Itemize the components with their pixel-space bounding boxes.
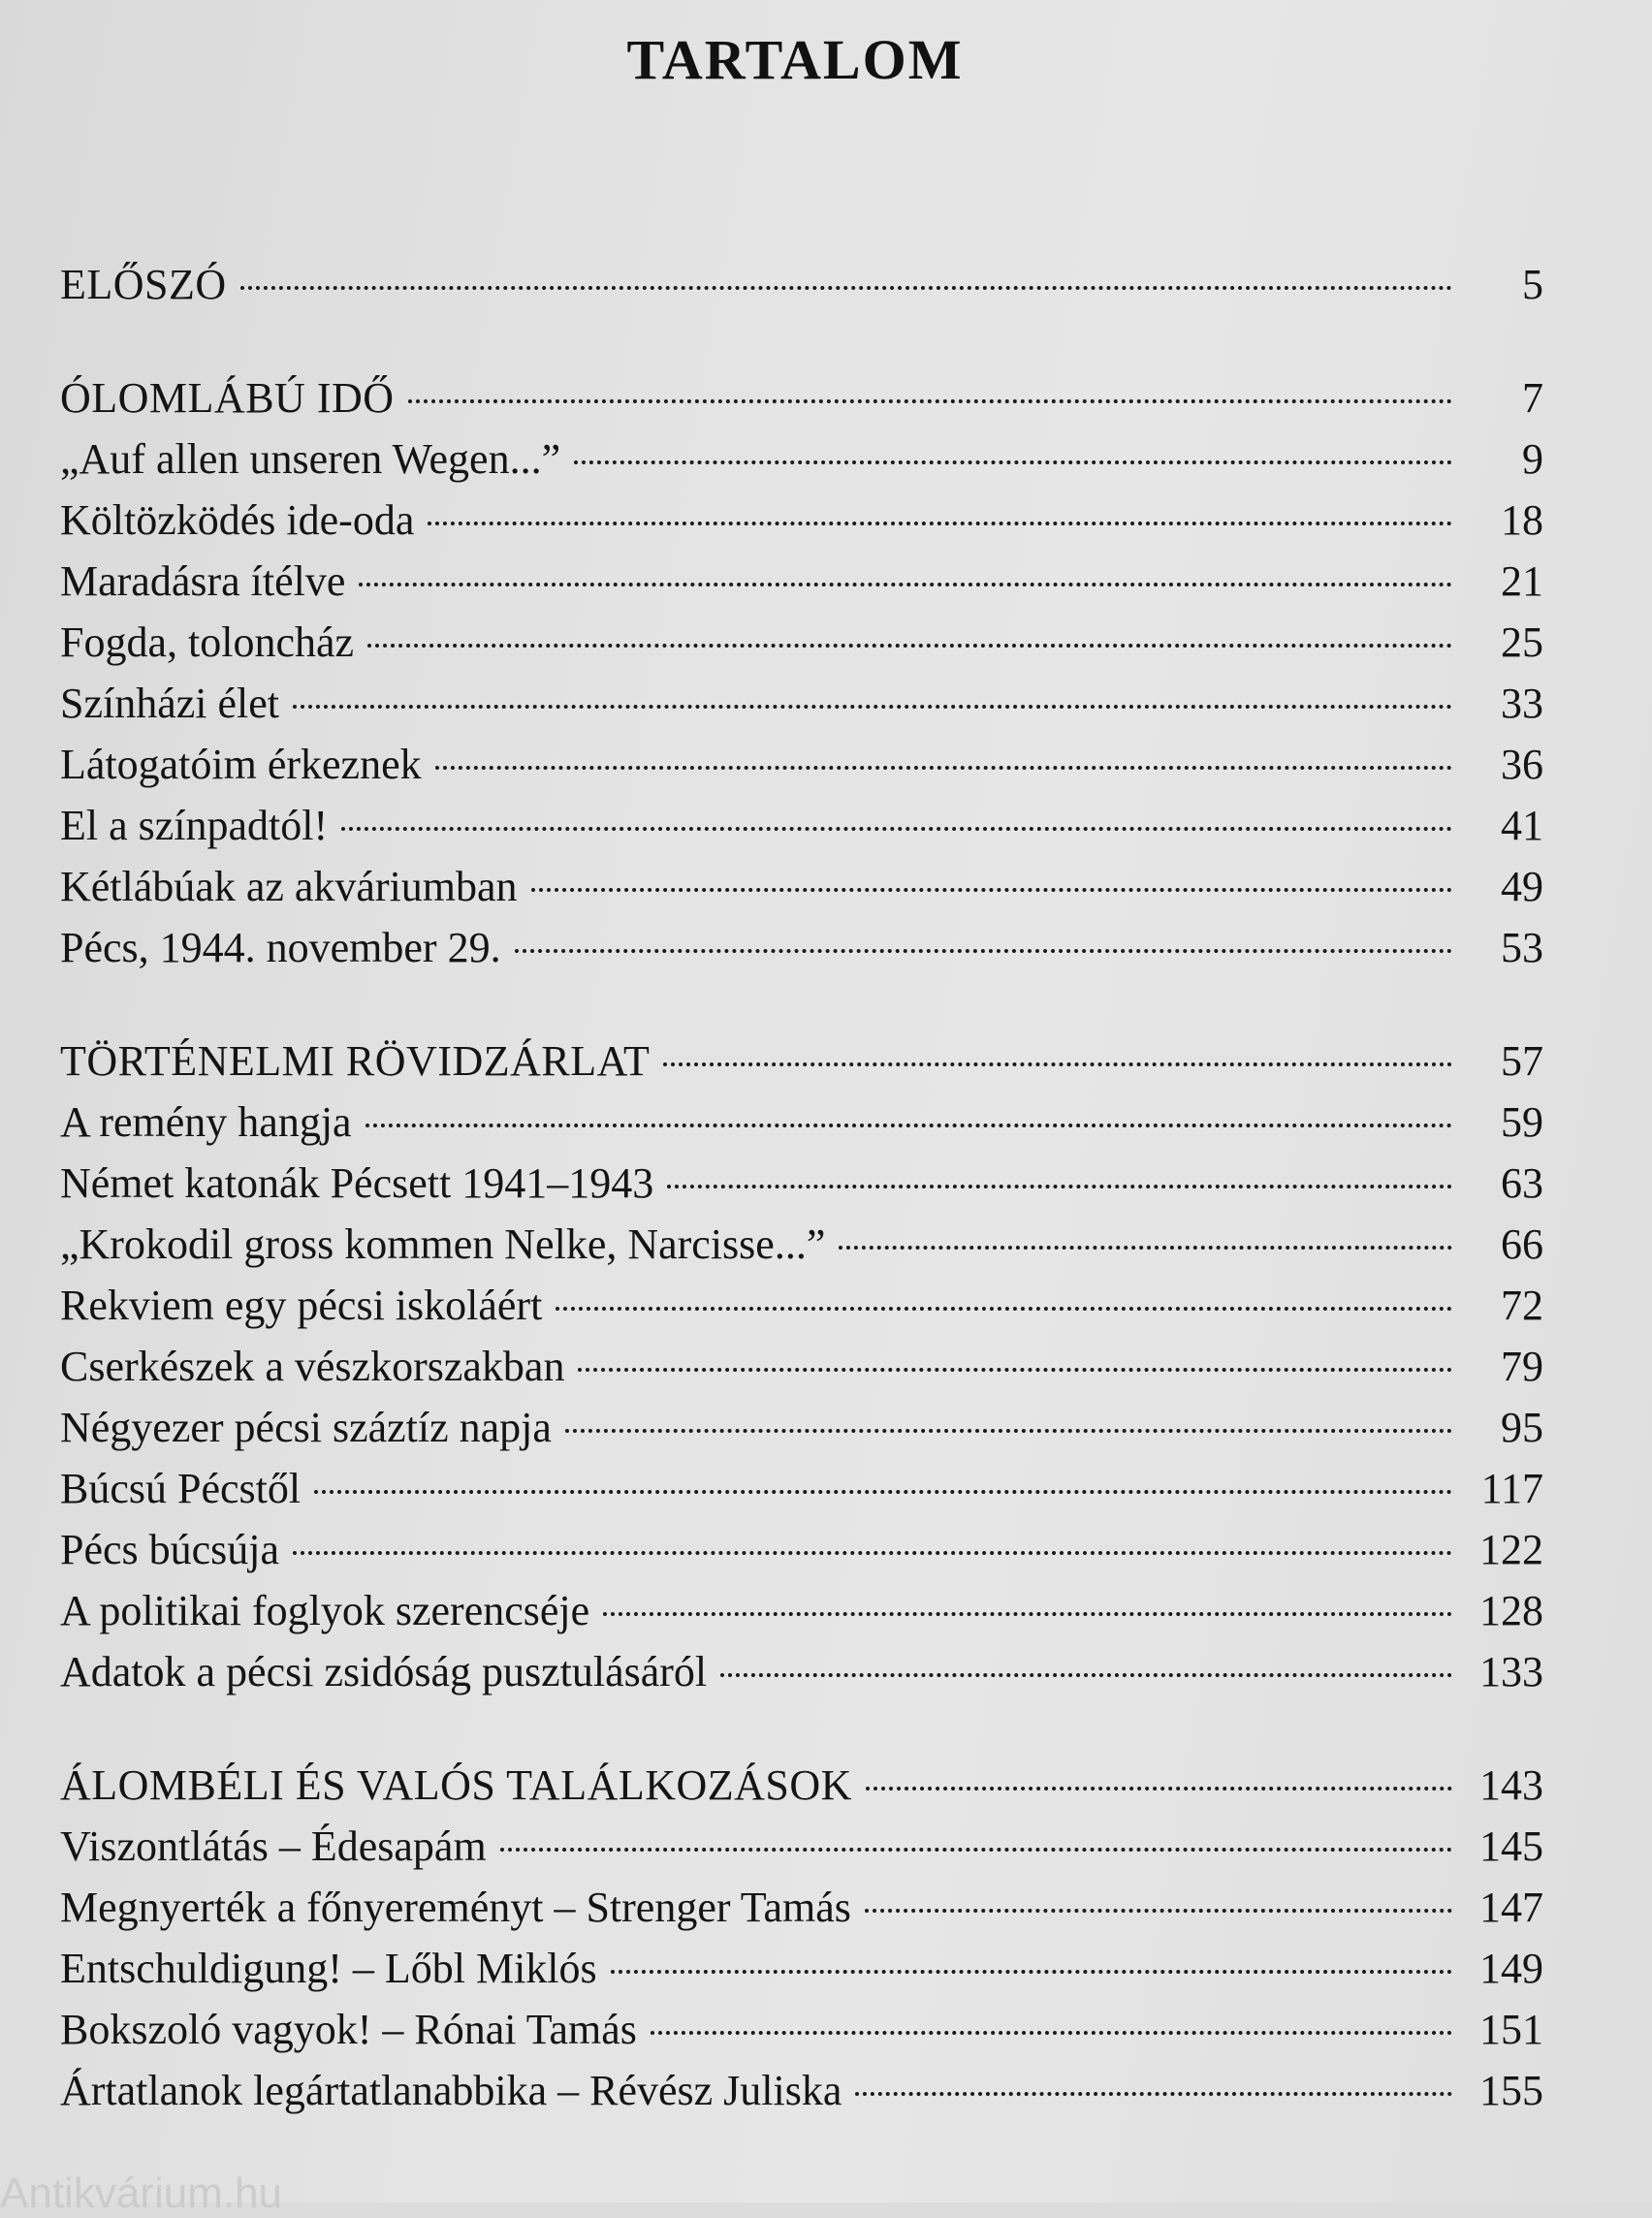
toc-entry <box>60 1397 1543 1458</box>
toc-page-number: 155 <box>1479 2067 1543 2114</box>
toc-page-number: 59 <box>1501 1098 1543 1146</box>
toc-section <box>60 254 1543 315</box>
toc-page-number: 18 <box>1501 496 1543 544</box>
dot-leader <box>365 1124 1452 1127</box>
dot-leader <box>556 1307 1452 1311</box>
toc-chapter-heading <box>60 1030 1543 1092</box>
toc-entry-title: Búcsú Pécstől <box>60 1465 302 1512</box>
toc-entry <box>60 856 1543 917</box>
dot-leader <box>855 2092 1452 2096</box>
toc-page-number: 53 <box>1501 924 1543 971</box>
toc-entry-title: El a színpadtól! <box>60 802 329 849</box>
toc-page-number: 72 <box>1501 1282 1543 1329</box>
toc-page-number: 145 <box>1479 1822 1543 1870</box>
toc-page-number: 117 <box>1480 1465 1543 1512</box>
toc-page-number: 149 <box>1479 1945 1543 1992</box>
toc-page-number: 49 <box>1501 863 1543 910</box>
toc-page-number: 21 <box>1501 557 1543 605</box>
toc-entry <box>60 1580 1543 1641</box>
dot-leader <box>428 522 1452 525</box>
toc-entry-title: Ártatlanok legártatlanabbika – Révész Juliska <box>60 2067 842 2114</box>
toc-entry <box>60 1999 1543 2060</box>
toc-page-number: 133 <box>1479 1648 1543 1695</box>
toc-page-number: 151 <box>1479 2006 1543 2053</box>
dot-leader <box>720 1673 1452 1677</box>
toc-entry <box>60 1336 1543 1397</box>
dot-leader <box>603 1612 1452 1616</box>
dot-leader <box>866 1787 1452 1790</box>
toc-entry <box>60 612 1543 673</box>
toc-entry <box>60 428 1543 490</box>
toc-entry-title: ÁLOMBÉLI ÉS VALÓS TALÁLKOZÁSOK <box>60 1761 852 1809</box>
toc-page-number: 95 <box>1501 1404 1543 1451</box>
dot-leader <box>341 827 1452 831</box>
toc-entry <box>60 1458 1543 1519</box>
toc-entry <box>60 1519 1543 1580</box>
dot-leader <box>611 1970 1452 1974</box>
dot-leader <box>651 2031 1452 2035</box>
toc-entry-title: TÖRTÉNELMI RÖVIDZÁRLAT <box>60 1037 651 1085</box>
toc-page-number: 147 <box>1479 1884 1543 1931</box>
toc-entry <box>60 551 1543 612</box>
toc-entry-title: Adatok a pécsi zsidóság pusztulásáról <box>60 1648 708 1695</box>
toc-entry-title: Megnyerték a főnyereményt – Strenger Tamás <box>60 1884 851 1931</box>
dot-leader <box>574 460 1452 464</box>
toc-entry-title: Maradásra ítélve <box>60 557 346 605</box>
toc-page-number: 7 <box>1522 374 1543 422</box>
toc-chapter-heading <box>60 254 1543 315</box>
toc-entry-title: A politikai foglyok szerencséje <box>60 1587 590 1634</box>
toc-entry-title: „Auf allen unseren Wegen...” <box>60 435 561 483</box>
dot-leader <box>500 1848 1452 1852</box>
dot-leader <box>435 766 1452 770</box>
toc-entry-title: ÓLOMLÁBÚ IDŐ <box>60 374 395 422</box>
toc-page-number: 66 <box>1501 1220 1543 1268</box>
table-of-contents <box>60 254 1543 2173</box>
dot-leader <box>667 1185 1452 1188</box>
toc-entry-title: ELŐSZÓ <box>60 261 227 308</box>
dot-leader <box>359 583 1452 586</box>
toc-section <box>60 367 1543 978</box>
toc-entry <box>60 1938 1543 1999</box>
toc-entry <box>60 1092 1543 1153</box>
toc-entry <box>60 1214 1543 1275</box>
toc-page-number: 36 <box>1501 741 1543 788</box>
toc-entry <box>60 917 1543 978</box>
toc-chapter-heading <box>60 1755 1543 1816</box>
toc-entry <box>60 734 1543 795</box>
toc-entry-title: Négyezer pécsi száztíz napja <box>60 1404 552 1451</box>
toc-entry-title: Színházi élet <box>60 680 280 727</box>
toc-section <box>60 1755 1543 2121</box>
dot-leader <box>839 1246 1452 1250</box>
toc-page-number: 128 <box>1479 1587 1543 1634</box>
toc-page-number: 9 <box>1522 435 1543 483</box>
dot-leader <box>515 949 1452 953</box>
toc-page-number: 79 <box>1501 1343 1543 1390</box>
dot-leader <box>663 1062 1452 1066</box>
toc-entry-title: Pécs búcsúja <box>60 1526 280 1573</box>
toc-section <box>60 1030 1543 1702</box>
dot-leader <box>293 1551 1452 1555</box>
toc-page-number: 41 <box>1501 802 1543 849</box>
toc-entry-title: Német katonák Pécsett 1941–1943 <box>60 1159 654 1207</box>
toc-entry <box>60 490 1543 551</box>
toc-page-number: 33 <box>1501 680 1543 727</box>
toc-page-number: 122 <box>1479 1526 1543 1573</box>
toc-entry-title: Viszontlátás – Édesapám <box>60 1822 487 1870</box>
toc-entry <box>60 1275 1543 1336</box>
toc-entry <box>60 1816 1543 1877</box>
toc-entry-title: Látogatóim érkeznek <box>60 741 422 788</box>
toc-entry-title: Kétlábúak az akváriumban <box>60 863 518 910</box>
toc-entry <box>60 795 1543 856</box>
toc-entry-title: Költözködés ide-oda <box>60 496 415 544</box>
toc-entry <box>60 673 1543 734</box>
toc-entry-title: Rekviem egy pécsi iskoláért <box>60 1282 543 1329</box>
dot-leader <box>408 399 1452 403</box>
toc-page-number: 63 <box>1501 1159 1543 1207</box>
toc-entry-title: Entschuldigung! – Lőbl Miklós <box>60 1945 597 1992</box>
toc-entry <box>60 1641 1543 1702</box>
toc-entry-title: Cserkészek a vészkorszakban <box>60 1343 565 1390</box>
dot-leader <box>865 1909 1452 1913</box>
toc-entry-title: Fogda, toloncház <box>60 618 355 666</box>
watermark: Antikvárium.hu <box>0 2170 283 2217</box>
page-title: TARTALOM <box>626 28 964 91</box>
toc-page-number: 25 <box>1501 618 1543 666</box>
toc-entry <box>60 1153 1543 1214</box>
toc-chapter-heading <box>60 367 1543 428</box>
dot-leader <box>531 888 1452 892</box>
dot-leader <box>314 1490 1452 1494</box>
toc-entry-title: A remény hangja <box>60 1098 352 1146</box>
toc-entry-title: Pécs, 1944. november 29. <box>60 924 501 971</box>
dot-leader <box>240 286 1452 290</box>
toc-entry-title: Bokszoló vagyok! – Rónai Tamás <box>60 2006 637 2053</box>
dot-leader <box>367 644 1452 648</box>
toc-entry <box>60 2060 1543 2121</box>
toc-page-number: 5 <box>1522 261 1543 308</box>
toc-page-number: 143 <box>1479 1761 1543 1809</box>
dot-leader <box>578 1368 1452 1372</box>
dot-leader <box>293 705 1452 709</box>
toc-page-number: 57 <box>1501 1037 1543 1085</box>
toc-entry <box>60 1877 1543 1938</box>
toc-entry-title: „Krokodil gross kommen Nelke, Narcisse...” <box>60 1220 826 1268</box>
dot-leader <box>565 1429 1452 1433</box>
